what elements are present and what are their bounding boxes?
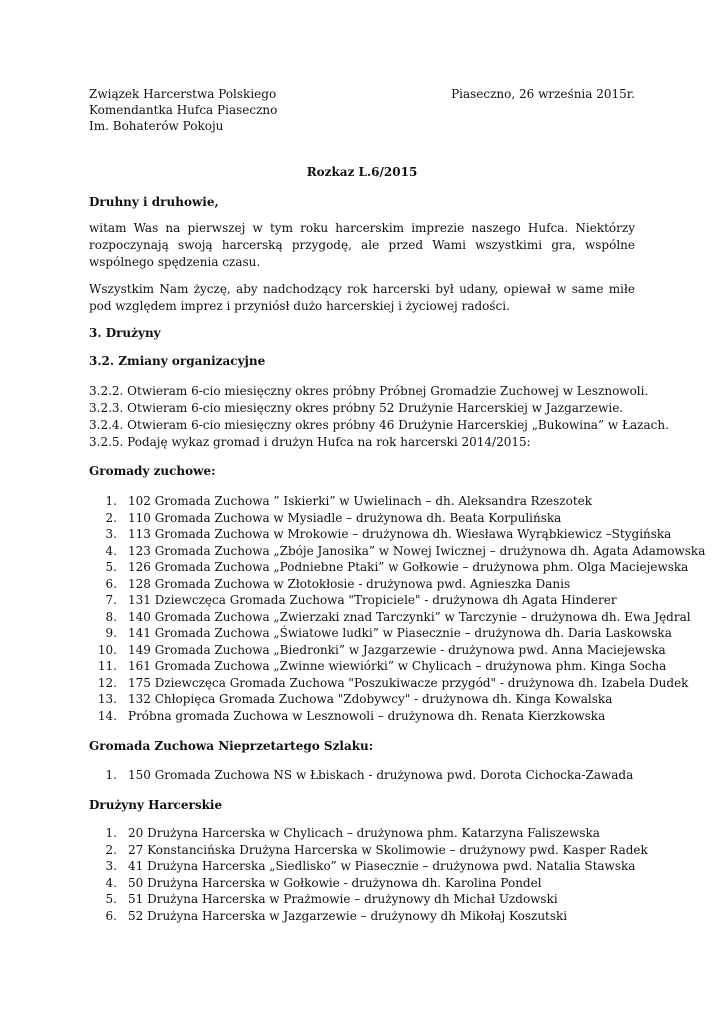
list-number: 6. (105, 908, 117, 923)
list-number: 4. (105, 875, 117, 890)
gromady-heading: Gromady zuchowe: (89, 464, 216, 478)
list-number: 12. (97, 675, 117, 690)
paragraph-2-line-2: pod względem imprez i przyniósł dużo harcerskiej i życiowej radości. (89, 299, 510, 313)
list-number: 3. (105, 527, 117, 541)
list-text: 102 Gromada Zuchowa ” Iskierki” w Uwielinach – dh. Aleksandra Rzeszotek (128, 494, 593, 508)
section-heading-3: 3. Drużyny (89, 326, 161, 340)
paragraph-1-line-3: wspólnego spędzenia czasu. (89, 255, 261, 269)
list-text: 51 Drużyna Harcerska w Prażmowie – drużynowy dh Michał Uzdowski (128, 892, 558, 906)
list-number: 1. (105, 826, 117, 840)
list-text: 126 Gromada Zuchowa „Podniebne Ptaki” w Gołkowie – drużynowa phm. Olga Maciejewska (128, 560, 689, 574)
list-number: 1. (105, 768, 117, 782)
list-text: 149 Gromada Zuchowa „Biedronki” w Jazgarzewie - drużynowa pwd. Anna Maciejewska (128, 642, 666, 657)
list-text: 52 Drużyna Harcerska w Jazgarzewie – drużynowy dh Mikołaj Koszutski (128, 908, 568, 923)
list-number: 5. (105, 560, 117, 574)
list-number: 2. (105, 510, 117, 525)
list-text: 141 Gromada Zuchowa „Światowe ludki” w Piasecznie – drużynowa dh. Daria Laskowska (128, 626, 672, 640)
place-date: Piaseczno, 26 września 2015r. (451, 87, 635, 101)
list-text: 41 Drużyna Harcerska „Siedlisko” w Piasecznie – drużynowa pwd. Natalia Stawska (128, 859, 636, 873)
list-text: 113 Gromada Zuchowa w Mrokowie – drużynowa dh. Wiesława Wyrąbkiewicz –Stygińska (128, 527, 672, 541)
ns-heading: Gromada Zuchowa Nieprzetartego Szlaku: (89, 739, 374, 753)
list-number: 7. (105, 593, 117, 607)
section-heading-3-2: 3.2. Zmiany organizacyjne (89, 354, 266, 368)
list-text: 140 Gromada Zuchowa „Zwierzaki znad Tarczynki” w Tarczynie – drużynowa dh. Ewa Jędral (128, 609, 691, 624)
list-text: 128 Gromada Zuchowa w Złotokłosie - drużynowa pwd. Agnieszka Danis (128, 576, 571, 591)
paragraph-1-line-2: rozpoczynają swoją harcerską przygodę, ale przed Wami wszystkimi gra, wspólne (89, 238, 635, 252)
org-unit: Komendantka Hufca Piaseczno (89, 103, 278, 117)
list-number: 10. (97, 642, 117, 657)
point-3-2-4: 3.2.4. Otwieram 6-cio miesięczny okres próbny 46 Drużynie Harcerskiej „Bukowina” w Łazach. (89, 418, 669, 432)
point-3-2-3: 3.2.3. Otwieram 6-cio miesięczny okres próbny 52 Drużynie Harcerskiej w Jazgarzewie. (89, 401, 624, 415)
list-text: 20 Drużyna Harcerska w Chylicach – drużynowa phm. Katarzyna Faliszewska (128, 826, 600, 840)
list-text: 131 Dziewczęca Gromada Zuchowa "Tropiciele" - drużynowa dh Agata Hinderer (128, 593, 617, 607)
list-number: 14. (97, 708, 117, 723)
list-text: 27 Konstancińska Drużyna Harcerska w Skolimowie – drużynowy pwd. Kasper Radek (128, 842, 648, 857)
list-text: 161 Gromada Zuchowa „Zwinne wiewiórki” w Chylicach – drużynowa phm. Kinga Socha (128, 659, 667, 673)
list-text: 110 Gromada Zuchowa w Mysiadle – drużynowa dh. Beata Korpulińska (128, 510, 562, 525)
list-text: Próbna gromada Zuchowa w Lesznowoli – drużynowa dh. Renata Kierzkowska (128, 708, 606, 723)
list-text: 50 Drużyna Harcerska w Gołkowie - drużynowa dh. Karolina Pondel (128, 875, 542, 890)
list-text: 175 Dziewczęca Gromada Zuchowa "Poszukiwacze przygód" - drużynowa dh. Izabela Dudek (128, 675, 689, 690)
point-3-2-2: 3.2.2. Otwieram 6-cio miesięczny okres próbny Próbnej Gromadzie Zuchowej w Lesznowoli. (89, 384, 649, 398)
list-text: 150 Gromada Zuchowa NS w Łbiskach - drużynowa pwd. Dorota Cichocka-Zawada (128, 768, 634, 782)
list-text: 123 Gromada Zuchowa „Zbóje Janosika” w Nowej Iwicznej – drużynowa dh. Agata Adamowska (128, 543, 706, 558)
paragraph-1-line-1: witam Was na pierwszej w tym roku harcerskim imprezie naszego Hufca. Niektórzy (89, 221, 635, 235)
list-text: 132 Chłopięca Gromada Zuchowa "Zdobywcy" - drużynowa dh. Kinga Kowalska (128, 692, 613, 706)
list-number: 9. (105, 626, 117, 640)
greeting: Druhny i druhowie, (89, 195, 219, 209)
list-number: 1. (105, 494, 117, 508)
list-number: 11. (97, 659, 117, 673)
org-name: Związek Harcerstwa Polskiego (89, 87, 277, 101)
list-number: 3. (105, 859, 117, 873)
list-number: 2. (105, 842, 117, 857)
point-3-2-5: 3.2.5. Podaję wykaz gromad i drużyn Hufca na rok harcerski 2014/2015: (89, 435, 531, 449)
list-number: 4. (105, 543, 117, 558)
list-number: 13. (97, 692, 117, 706)
org-patron: Im. Bohaterów Pokoju (89, 119, 224, 133)
list-number: 6. (105, 576, 117, 591)
list-number: 8. (105, 609, 117, 624)
paragraph-2-line-1: Wszystkim Nam życzę, aby nadchodzący rok harcerski był udany, opiewał w same miłe (89, 282, 635, 296)
list-number: 5. (105, 892, 117, 906)
druzyny-heading: Drużyny Harcerskie (89, 798, 223, 812)
order-title: Rozkaz L.6/2015 (306, 165, 418, 179)
